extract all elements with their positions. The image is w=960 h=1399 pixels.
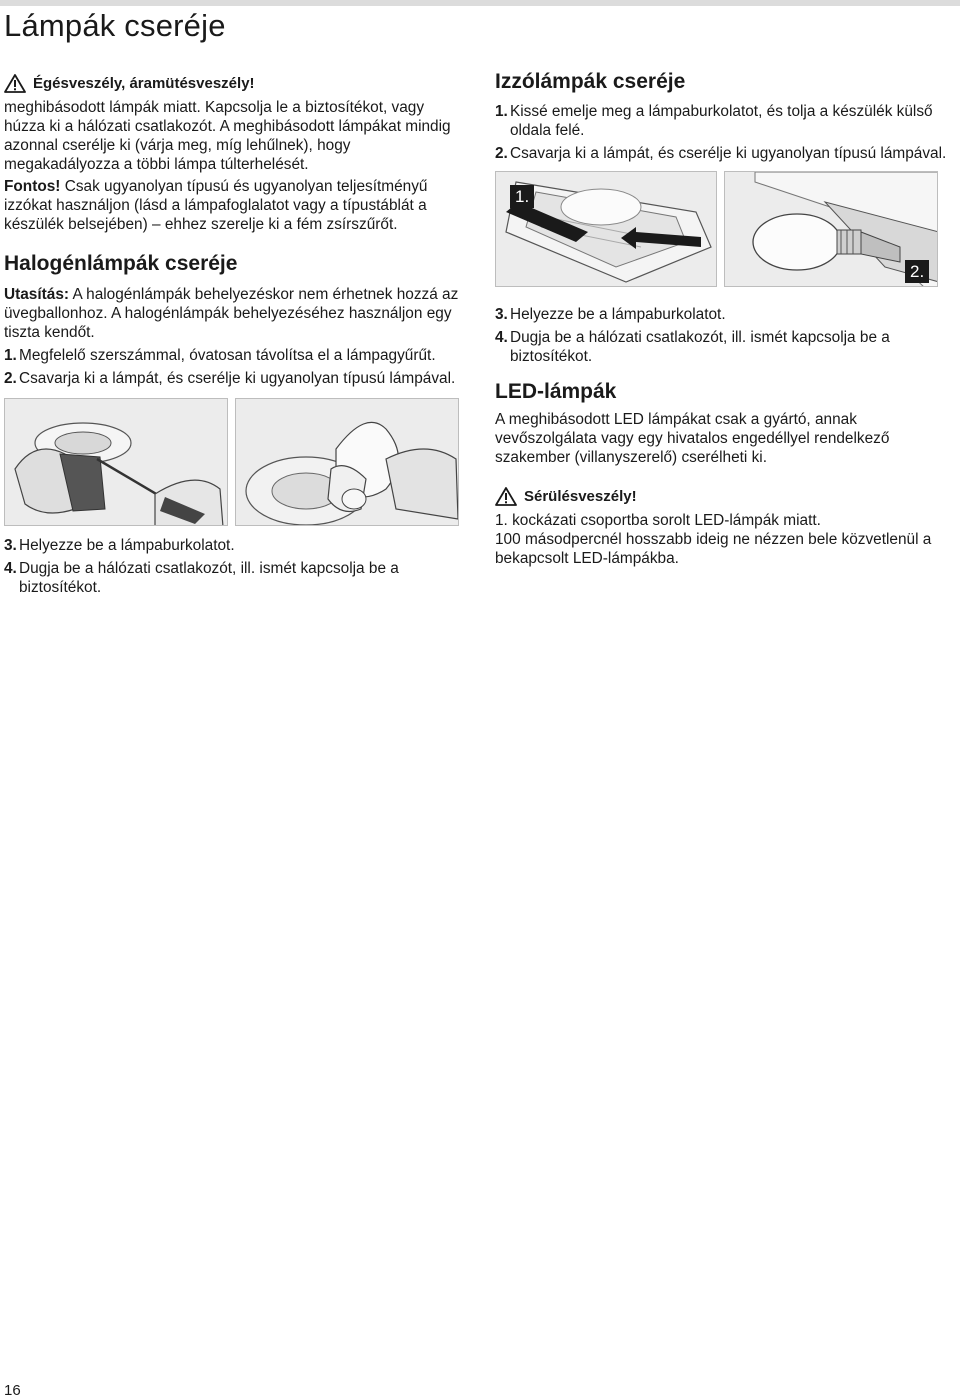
- bulb-step: [495, 102, 957, 140]
- warning-triangle-icon: [495, 487, 517, 506]
- ring-removal-illustration: [4, 398, 228, 526]
- warning-heading: [4, 70, 466, 96]
- step-text: Helyezze be a lámpaburkolatot.: [510, 306, 726, 323]
- halogen-note: [4, 285, 466, 342]
- step-number: 3.: [495, 306, 508, 323]
- halogen-step: [4, 369, 466, 388]
- halogen-heading: Halogénlámpák cseréje: [4, 252, 238, 275]
- step-number: 1.: [4, 347, 17, 364]
- bulb-figures: [495, 171, 957, 287]
- step-text: Csavarja ki a lámpát, és cserélje ki ugyanolyan típusú lámpával.: [19, 370, 456, 387]
- right-column: [495, 70, 957, 568]
- led-heading: LED-lámpák: [495, 380, 617, 403]
- important-lead: Fontos!: [4, 178, 61, 195]
- halogen-step: [4, 346, 466, 365]
- step-number: 3.: [4, 537, 17, 554]
- top-rule: [0, 0, 960, 6]
- halogen-step: [4, 536, 466, 555]
- led-warning-line-1: 1. kockázati csoportba sorolt LED-lámpák miatt.: [495, 512, 821, 529]
- step-text: Dugja be a hálózati csatlakozót, ill. ismét kapcsolja be a biztosítékot.: [510, 329, 890, 365]
- warning-text: meghibásodott lámpák miatt. Kapcsolja le a biztosítékot, vagy húzza ki a hálózati csatlakozót. A meghibásodott lámpákat mindig azonnal cserélje ki (várja meg, míg lehűlnek), hogy megakadályozza a többi lámpa túlterhelését.: [4, 99, 451, 173]
- bulb-heading: Izzólámpák cseréje: [495, 70, 686, 93]
- figure-2-label: 2.: [905, 260, 929, 283]
- halogen-figures: [4, 398, 466, 526]
- bulb-step: [495, 144, 957, 163]
- led-warning-heading: [495, 483, 957, 509]
- left-column: [4, 70, 466, 601]
- step-text: Megfelelő szerszámmal, óvatosan távolítsa el a lámpagyűrűt.: [19, 347, 436, 364]
- page-number: 16: [4, 1382, 21, 1399]
- step-text: Kissé emelje meg a lámpaburkolatot, és tolja a készülék külső oldala felé.: [510, 103, 933, 139]
- step-number: 4.: [4, 560, 17, 577]
- step-number: 2.: [495, 145, 508, 162]
- bulb-step: [495, 305, 957, 324]
- step-number: 2.: [4, 370, 17, 387]
- step-number: 1.: [495, 103, 508, 120]
- halogen-step: [4, 559, 466, 597]
- page-title: Lámpák cseréje: [4, 8, 226, 43]
- important-text: Csak ugyanolyan típusú és ugyanolyan teljesítményű izzókat használjon (lásd a lámpafoglalatot vagy a típustáblát a készülék belsejében) – ehhez szerelje ki a fém zsírszűrőt.: [4, 178, 428, 233]
- led-warning-line-2: 100 másodpercnél hosszabb ideig ne nézzen bele közvetlenül a bekapcsolt LED-lámpákba.: [495, 531, 932, 567]
- halogen-note-lead: Utasítás:: [4, 286, 70, 303]
- warning-title: Égésveszély, áramütésveszély!: [33, 74, 255, 92]
- step-text: Csavarja ki a lámpát, és cserélje ki ugyanolyan típusú lámpával.: [510, 145, 947, 162]
- figure-1-label: 1.: [510, 185, 534, 208]
- led-text: A meghibásodott LED lámpákat csak a gyártó, annak vevőszolgálata vagy egy hivatalos engedéllyel rendelkező szakember (villanyszerelő) cserélheti ki.: [495, 411, 890, 466]
- step-number: 4.: [495, 329, 508, 346]
- warning-triangle-icon: [4, 74, 26, 93]
- step-text: Helyezze be a lámpaburkolatot.: [19, 537, 235, 554]
- important-note: [4, 177, 466, 234]
- bulb-replacement-illustration: [724, 171, 938, 287]
- cover-removal-illustration: [495, 171, 717, 287]
- halogen-replacement-illustration: [235, 398, 459, 526]
- led-warning-title: Sérülésveszély!: [524, 487, 637, 505]
- bulb-step: [495, 328, 957, 366]
- step-text: Dugja be a hálózati csatlakozót, ill. ismét kapcsolja be a biztosítékot.: [19, 560, 399, 596]
- halogen-note-text: A halogénlámpák behelyezéskor nem érhetnek hozzá az üvegballonhoz. A halogénlámpák behelyezéséhez használjon egy tiszta kendőt.: [4, 286, 459, 341]
